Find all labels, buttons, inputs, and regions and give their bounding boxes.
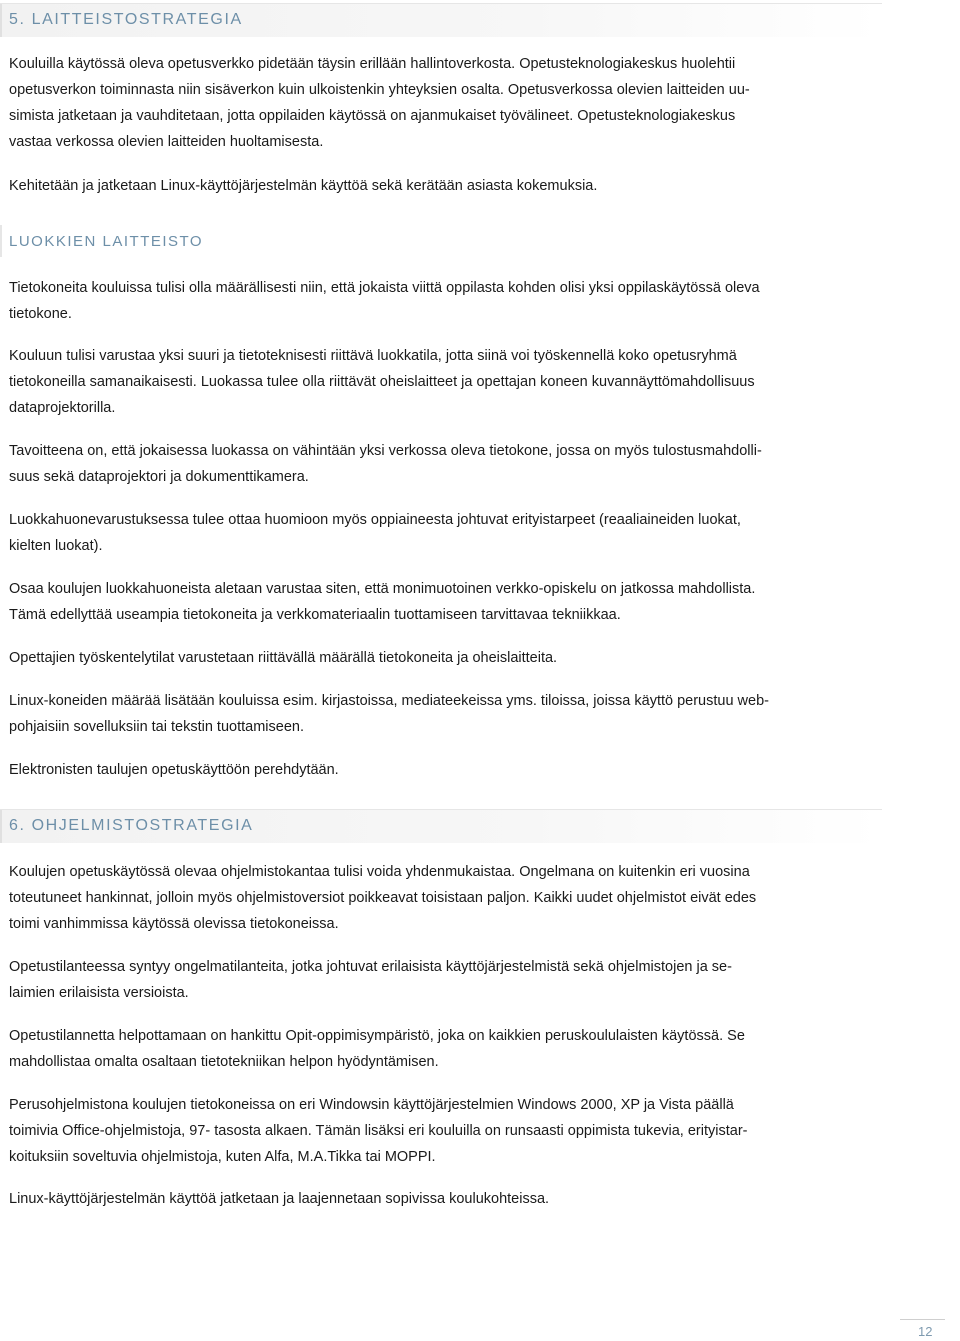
text-line: toteutuneet hankinnat, jolloin myös ohjelmistoversiot poikkeavat toisistaan paljon. Kaikki uudet ohjelmistot eivät edes [9, 890, 757, 906]
page-number-rule [900, 1319, 945, 1320]
text-line: mahdollistaa omalta osaltaan tietotekniikan helpon hyödyntämisen. [9, 1054, 439, 1070]
section-5-heading: 5. LAITTEISTOSTRATEGIA [9, 11, 243, 28]
text-line: Luokkahuonevarustuksessa tulee ottaa huomioon myös oppiaineesta johtuvat erityistarpeet (reaaliaineiden luokat, [9, 512, 741, 528]
luokkien-paragraph-7 [9, 688, 877, 740]
text-line: laimien erilaisista versioista. [9, 985, 189, 1001]
section-6-heading: 6. OHJELMISTOSTRATEGIA [9, 817, 254, 834]
page-number: 12 [918, 1324, 933, 1339]
section-6-paragraph-4 [9, 1092, 877, 1170]
text-line: tietokone. [9, 306, 72, 322]
section-6-paragraph-1 [9, 859, 877, 937]
text-line: Perusohjelmistona koulujen tietokoneissa on eri Windowsin käyttöjärjestelmien Windows 2000, XP ja Vista päällä [9, 1097, 734, 1113]
subheading-marker [0, 225, 2, 257]
text-line: vastaa verkossa olevien laitteiden huoltamisesta. [9, 134, 324, 150]
text-line: toimivia Office-ohjelmistoja, 97- tasosta alkaen. Tämän lisäksi eri kouluilla on runsaasti oppimista tukevia, erityistar- [9, 1123, 748, 1139]
text-line: Osaa koulujen luokkahuoneista aletaan varustaa siten, että monimuotoinen verkko-opiskelu on jatkossa mahdollista. [9, 581, 756, 597]
section-5-paragraph-2 [9, 173, 877, 199]
text-line: opetusverkon toiminnasta niin sisäverkon kuin ulkoistenkin yhteyksien osalta. Opetusverkossa olevien laitteiden uu- [9, 82, 750, 98]
text-line: Opetustilannetta helpottamaan on hankittu Opit-oppimisympäristö, joka on kaikkien peruskoululaisten käytössä. Se [9, 1028, 745, 1044]
section-heading-band [0, 3, 882, 37]
text-line: Tämä edellyttää useampia tietokoneita ja verkkomateriaalin tuottamiseen tarvittavaa tekniikkaa. [9, 607, 621, 623]
text-line: dataprojektorilla. [9, 400, 116, 416]
text-line: suus sekä dataprojektori ja dokumenttikamera. [9, 469, 309, 485]
text-line: kielten luokat). [9, 538, 103, 554]
luokkien-paragraph-8 [9, 757, 877, 783]
luokkien-paragraph-1 [9, 275, 877, 327]
luokkien-paragraph-3 [9, 438, 877, 490]
section-heading-band [0, 809, 882, 843]
text-line: Kouluilla käytössä oleva opetusverkko pidetään täysin erillään hallintoverkosta. Opetusteknologiakeskus huolehtii [9, 56, 736, 72]
text-line: pohjaisiin sovelluksiin tai tekstin tuottamiseen. [9, 719, 304, 735]
luokkien-laitteisto-heading: LUOKKIEN LAITTEISTO [9, 233, 204, 250]
text-line: Opetustilanteessa syntyy ongelmatilanteita, jotka johtuvat erilaisista käyttöjärjestelmistä sekä ohjelmistojen ja se- [9, 959, 732, 975]
luokkien-paragraph-2 [9, 343, 877, 421]
text-line: Tietokoneita kouluissa tulisi olla määrällisesti niin, että jokaista viittä oppilasta kohden olisi yksi oppilaskäytössä oleva [9, 280, 760, 296]
section-6-paragraph-2 [9, 954, 877, 1006]
text-line: Opettajien työskentelytilat varustetaan riittävällä määrällä tietokoneita ja oheislaitteita. [9, 650, 558, 666]
text-line: Elektronisten taulujen opetuskäyttöön perehdytään. [9, 762, 339, 778]
text-line: Koulujen opetuskäytössä olevaa ohjelmistokantaa tulisi voida yhdenmukaistaa. Ongelmana on kuitenkin eri vuosina [9, 864, 750, 880]
section-5-paragraph-1 [9, 51, 877, 155]
text-line: koituksiin soveltuvia ohjelmistoja, kuten Alfa, M.A.Tikka tai MOPPI. [9, 1149, 436, 1165]
text-line: Kouluun tulisi varustaa yksi suuri ja tietoteknisesti riittävä luokkatila, jotta siinä voi työskennellä koko opetusryhmä [9, 348, 737, 364]
text-line: toimi vanhimmissa käytössä olevissa tietokoneissa. [9, 916, 339, 932]
section-6-paragraph-5 [9, 1186, 877, 1212]
section-6-paragraph-3 [9, 1023, 877, 1075]
text-line: Linux-käyttöjärjestelmän käyttöä jatketaan ja laajennetaan sopivissa koulukohteissa. [9, 1191, 550, 1207]
text-line: Kehitetään ja jatketaan Linux-käyttöjärjestelmän käyttöä sekä kerätään asiasta kokemuksia. [9, 178, 598, 194]
luokkien-paragraph-4 [9, 507, 877, 559]
luokkien-paragraph-5 [9, 576, 877, 628]
luokkien-paragraph-6 [9, 645, 877, 671]
text-line: simista jatketaan ja vauhditetaan, jotta oppilaiden käytössä on ajanmukaiset työvälineet. Opetusteknologiakeskus [9, 108, 736, 124]
text-line: tietokoneilla samanaikaisesti. Luokassa tulee olla riittävät oheislaitteet ja opettajan koneen kuvannäyttömahdollisuus [9, 374, 755, 390]
text-line: Linux-koneiden määrää lisätään kouluissa esim. kirjastoissa, mediateekeissa yms. tiloissa, joissa käyttö perustuu web- [9, 693, 769, 709]
text-line: Tavoitteena on, että jokaisessa luokassa on vähintään yksi verkossa oleva tietokone, jossa on myös tulostusmahdolli- [9, 443, 762, 459]
